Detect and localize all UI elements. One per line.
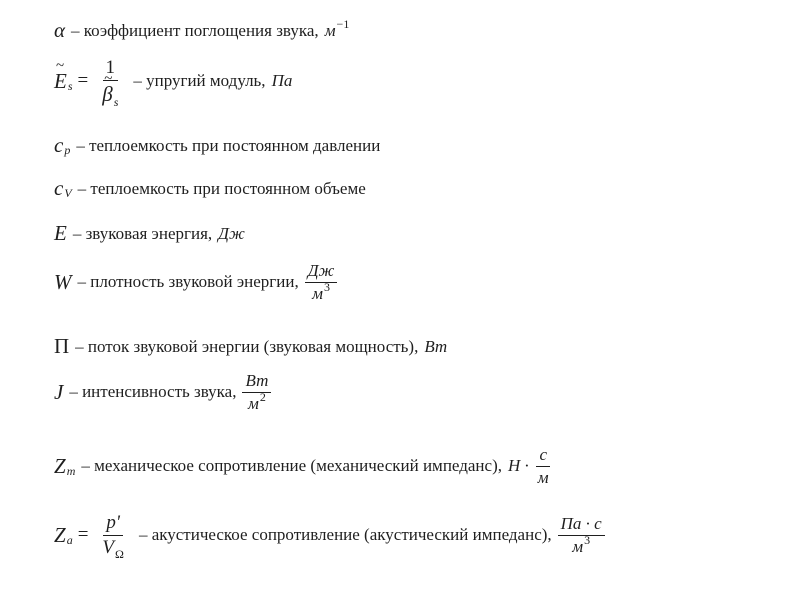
fraction-numerator: 1 — [103, 58, 119, 81]
description-acoustic-impedance: – акустическое сопротивление (акустический импеданс), — [138, 525, 552, 545]
unit-mechanical-impedance-denominator: м — [537, 467, 549, 487]
unit-intensity-den-exponent: 2 — [259, 389, 266, 404]
unit-intensity — [242, 372, 271, 413]
unit-energy-flux: Вт — [424, 336, 448, 356]
unit-alpha-base: м — [324, 20, 336, 40]
symbol-energy-density: W — [54, 269, 72, 294]
definition-energy — [54, 221, 245, 246]
unit-mechanical-impedance — [535, 446, 552, 487]
description-energy-flux: – поток звуковой энергии (звуковая мощность), — [75, 336, 419, 356]
unit-acoustic-impedance-numerator: Па · с — [558, 515, 605, 536]
description-mechanical-impedance: – механическое сопротивление (механический импеданс), — [81, 456, 502, 476]
symbol-acoustic-impedance-sub: a — [66, 532, 73, 547]
unit-intensity-numerator: Вт — [242, 372, 271, 393]
symbol-cp: c — [54, 133, 64, 157]
definition-energy-density — [54, 262, 343, 303]
symbol-cp-sub: p — [64, 143, 71, 157]
symbol-elastic-modulus: ~ E — [54, 69, 67, 94]
symbol-energy: E — [54, 221, 67, 245]
equals-sign: = — [77, 70, 89, 92]
unit-energy-density-den-exponent: 3 — [323, 279, 330, 294]
symbol-alpha: α — [54, 18, 66, 42]
description-energy-density: – плотность звуковой энергии, — [77, 272, 299, 292]
unit-elastic-modulus: Па — [271, 71, 293, 91]
unit-energy-density-numerator: Дж — [305, 262, 338, 283]
unit-acoustic-impedance-den-base: м — [572, 536, 584, 556]
definition-elastic-modulus — [54, 57, 293, 109]
definition-mechanical-impedance — [54, 446, 558, 487]
unit-mechanical-impedance-numerator: с — [536, 446, 550, 467]
description-elastic-modulus: – упругий модуль, — [133, 71, 266, 91]
unit-energy-density-den-base: м — [312, 283, 323, 303]
symbol-cv-sub: V — [64, 186, 72, 200]
symbol-volume-velocity-sub: Ω — [115, 546, 124, 561]
unit-mechanical-impedance-prefix: Н · — [508, 456, 529, 476]
unit-intensity-denominator — [245, 389, 269, 413]
fraction-denominator — [99, 81, 121, 109]
unit-alpha-exponent: −1 — [336, 16, 350, 31]
fraction-p-over-v — [99, 512, 127, 561]
definition-energy-flux — [54, 334, 447, 359]
unit-energy: Дж — [218, 223, 245, 243]
description-intensity: – интенсивность звука, — [69, 382, 237, 402]
symbol-cv: c — [54, 176, 64, 200]
unit-acoustic-impedance-den-exponent: 3 — [584, 532, 591, 547]
unit-acoustic-impedance-denominator — [569, 532, 593, 556]
unit-alpha — [324, 16, 350, 41]
symbol-energy-flux: Π — [54, 334, 70, 358]
description-cp: – теплоемкость при постоянном давлении — [76, 135, 381, 155]
fraction-p-numerator: p' — [103, 513, 123, 536]
symbol-beta-sub: s — [113, 94, 119, 109]
symbol-volume-velocity: V — [102, 536, 115, 558]
definition-cp — [54, 133, 380, 158]
description-alpha: – коэффициент поглощения звука, — [71, 20, 319, 40]
unit-intensity-den-base: м — [247, 393, 259, 413]
unit-energy-density — [305, 262, 338, 303]
definition-alpha — [54, 18, 349, 43]
unit-energy-density-denominator — [309, 279, 333, 303]
definition-intensity — [54, 372, 277, 413]
symbol-beta: ~ β — [102, 83, 112, 105]
definition-cv — [54, 176, 366, 201]
equals-sign-acoustic: = — [77, 524, 89, 546]
symbol-mechanical-impedance-sub: m — [66, 463, 76, 478]
unit-acoustic-impedance — [558, 515, 605, 556]
symbol-acoustic-impedance: Z — [54, 522, 66, 547]
fraction-one-over-beta — [99, 57, 121, 109]
definition-acoustic-impedance — [54, 512, 611, 561]
symbol-mechanical-impedance: Z — [54, 453, 66, 478]
description-energy: – звуковая энергия, — [72, 223, 213, 243]
description-cv: – теплоемкость при постоянном объеме — [77, 178, 366, 198]
fraction-v-denominator — [99, 536, 127, 561]
symbol-elastic-modulus-sub: s — [67, 78, 73, 93]
symbol-intensity: J — [54, 379, 64, 404]
